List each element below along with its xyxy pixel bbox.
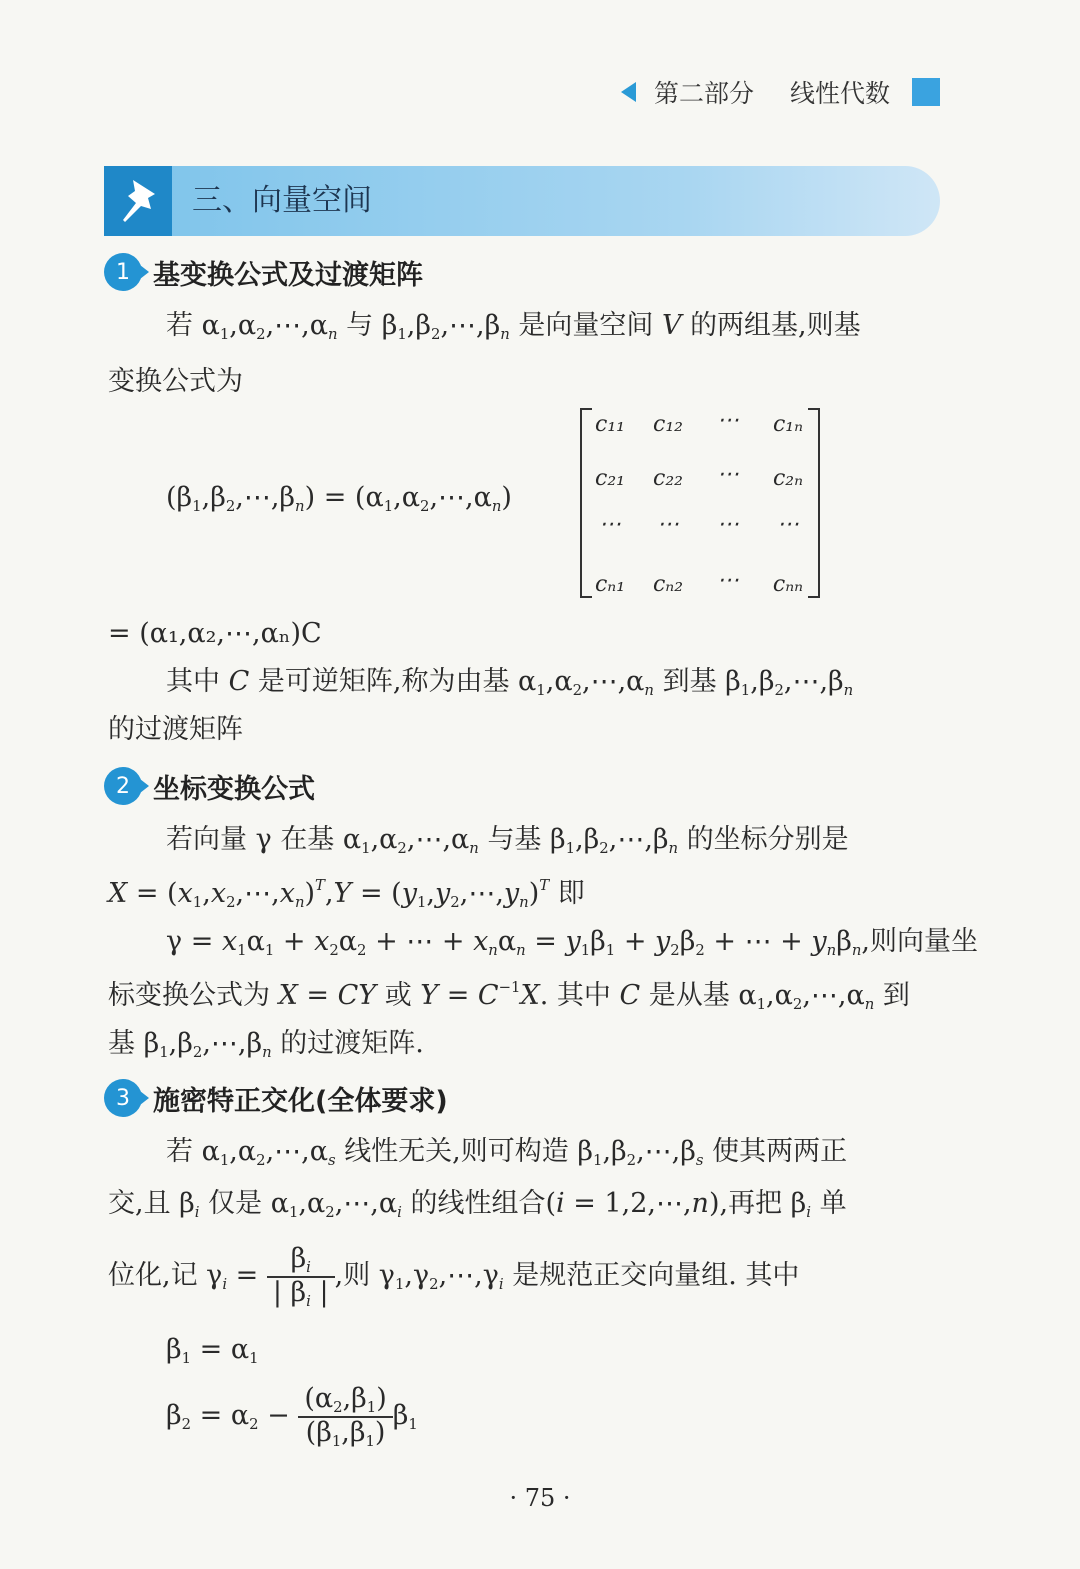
matrix-cell: cₙ₂ (652, 572, 684, 597)
header-part: 第二部分 (653, 79, 754, 108)
section-heading-2 (104, 766, 315, 806)
transition-matrix (580, 408, 820, 597)
matrix-cell: ⋯ (717, 568, 739, 593)
basis-equation: $(\beta_1,\beta_2,\cdots,\beta_n)$ = $(\alpha_1,\alpha_2,\cdots,\alpha_n)$ (166, 482, 512, 516)
matrix-cell: ⋯ (717, 462, 739, 487)
matrix-cell: ⋯ (717, 512, 739, 537)
square-icon (912, 78, 940, 106)
matrix-cell: cₙₙ (772, 572, 804, 597)
header-subject: 线性代数 (789, 79, 890, 108)
matrix-cell: c₁₁ (595, 412, 625, 437)
gram-schmidt-step-1: $\beta_1 = \alpha_1$ (166, 1334, 259, 1368)
section-number: 3 (104, 1079, 142, 1117)
matrix-cell: c₂₁ (595, 466, 625, 491)
chapter-title: 三、向量空间 (192, 183, 372, 218)
running-header (621, 74, 940, 110)
section-number: 2 (104, 767, 142, 805)
paragraph: 基 $\beta_1,\beta_2,\cdots,\beta_n$ 的过渡矩阵. (108, 1028, 424, 1062)
matrix-cell: c₂ₙ (772, 466, 804, 491)
section-heading-1 (104, 252, 423, 292)
paragraph: $\gamma = x_1\alpha_1 + x_2\alpha_2$ + ⋯ + $x_n\alpha_n = y_1\beta_1 + y_2\beta_2$ + ⋯ + $y_n\beta_n$,则向量坐 (166, 926, 978, 960)
paragraph: 若向量 γ 在基 $\alpha_1,\alpha_2,\cdots,\alpha_n$ 与基 $\beta_1,\beta_2,\cdots,\beta_n$ 的坐标分别是 (166, 824, 849, 858)
pushpin-icon (104, 166, 172, 236)
equation-tail: = (α₁,α₂,⋯,αₙ)C (108, 618, 322, 649)
fraction: $\frac{(\alpha_2,\beta_1)}{(\beta_1,\beta_1)}$ (298, 1384, 392, 1449)
left-triangle-icon (621, 82, 636, 102)
fraction: $\frac{\beta_i}{| \beta_i |}$ (267, 1244, 335, 1309)
chapter-banner (104, 166, 940, 236)
paragraph: 的过渡矩阵 (108, 714, 243, 745)
matrix-cell: ⋯ (599, 512, 621, 537)
paragraph: 若 $\alpha_1,\alpha_2,\cdots,\alpha_s$ 线性无关,则可构造 $\beta_1,\beta_2,\cdots,\beta_s$ 使其两两正 (166, 1136, 848, 1170)
matrix-cell: c₁ₙ (772, 412, 804, 437)
matrix-cell: c₂₂ (653, 466, 683, 491)
page-number: · 75 · (509, 1484, 571, 1512)
paragraph: 其中 C 是可逆矩阵,称为由基 $\alpha_1,\alpha_2,\cdots,\alpha_n$ 到基 $\beta_1,\beta_2,\cdots,\beta_n$ (166, 666, 854, 700)
paragraph: 交,且 $\beta_i$ 仅是 $\alpha_1,\alpha_2,\cdots,\alpha_i$ 的线性组合(i = 1,2,⋯,n),再把 $\beta_i$ 单 (108, 1188, 847, 1222)
paragraph: 位化,记 $\gamma_i$ = $\frac{\beta_i}{| \beta_i |}$ ,则 $\gamma_1,\gamma_2,\cdots,\gamma_i$ 是规范正交向量组. 其中 (108, 1243, 800, 1310)
matrix-cell: c₁₂ (653, 412, 683, 437)
paragraph: 若 $\alpha_1,\alpha_2,\cdots,\alpha_n$ 与 $\beta_1,\beta_2,\cdots,\beta_n$ 是向量空间 V 的两组基,则基 (166, 310, 861, 344)
section-title: 基变换公式及过渡矩阵 (153, 259, 423, 291)
section-title: 坐标变换公式 (153, 773, 315, 805)
matrix-cell: ⋯ (657, 512, 679, 537)
section-title: 施密特正交化(全体要求) (153, 1085, 448, 1117)
matrix-cell: ⋯ (717, 408, 739, 433)
matrix-cell: cₙ₁ (594, 572, 626, 597)
paragraph: 变换公式为 (108, 366, 243, 397)
paragraph: 标变换公式为 X = CY 或 $Y = C^{-1}X$. 其中 C 是从基 $\alpha_1,\alpha_2,\cdots,\alpha_n$ 到 (108, 978, 910, 1014)
gram-schmidt-step-2: $\beta_2 = \alpha_2$ − $\frac{(\alpha_2,\beta_1)}{(\beta_1,\beta_1)}$ $\beta_1$ (166, 1383, 418, 1450)
paragraph: $X = (x_1,x_2,\cdots,x_n)^T,Y$ = $(y_1,y_2,\cdots,y_n)^T$ 即 (108, 876, 585, 912)
section-heading-3 (104, 1078, 448, 1118)
matrix-cell: ⋯ (777, 512, 799, 537)
section-number: 1 (104, 253, 142, 291)
